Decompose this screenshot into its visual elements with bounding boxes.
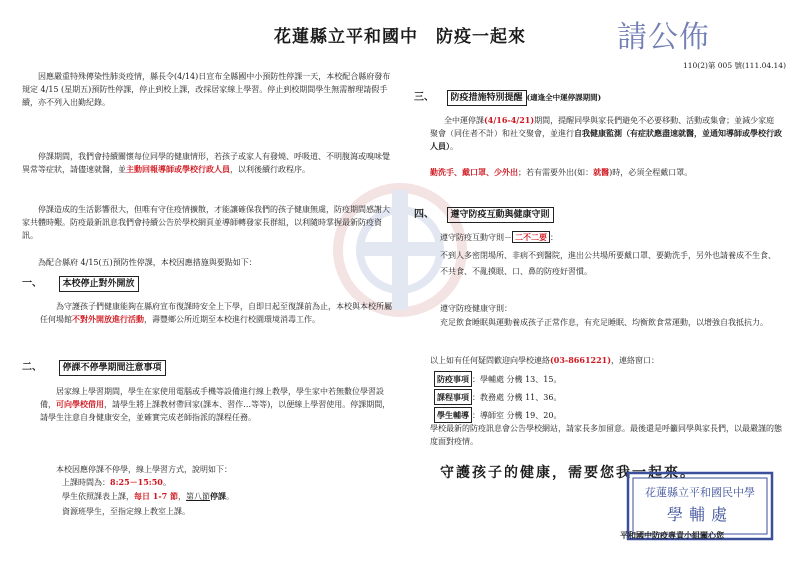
- page-title: 花蓮縣立平和國中 防疫一起來: [274, 27, 526, 47]
- class-time-label: 上課時間為：: [62, 478, 110, 487]
- rule-colon: ：: [550, 233, 558, 242]
- schedule-periods: 每日 1-7 節: [134, 491, 179, 501]
- suspended-label: 停課: [210, 491, 227, 501]
- section-1-end: ，壽豐鄉公所近期至本校進行校園環境消毒工作。: [144, 315, 320, 324]
- contact-row-label: 防疫事項: [434, 371, 472, 387]
- document-number: 110(2)第 005 號(111.04.14): [682, 61, 786, 70]
- mask-end: )時，必須全程戴口罩。: [609, 168, 693, 177]
- section-2-body: [40, 385, 392, 424]
- school-phone: (03-8661221): [550, 355, 611, 365]
- symptom-note: （有症狀應盡速就醫，並通知導師或學校行政人員）: [430, 128, 782, 151]
- class-time-end: 。: [162, 478, 171, 487]
- device-loan-notice: 可向學校借用: [56, 399, 104, 409]
- hygiene-reminder: 勤洗手、戴口罩、少外出: [430, 167, 518, 177]
- section-4-heading: 遵守防疫互動與健康守則: [447, 207, 554, 223]
- contact-row: [434, 371, 561, 387]
- section-3-heading: 防疫措施特別提醒: [447, 90, 527, 106]
- contact-window: ，連絡窗口：: [611, 356, 659, 365]
- section-3-text-2: 期間，提醒同學與家長們避免不必要移動、活動或集會；並減少家庭聚會（同住者不計）和社交聚會，並進行: [430, 116, 775, 138]
- schedule-line: [62, 490, 392, 503]
- section-3-end: 。: [450, 142, 458, 151]
- class-time-value: 8:25－15:50: [110, 477, 163, 487]
- intro-p2-end: ，以利後續行政程序。: [230, 165, 310, 174]
- section-3-heading-row: [414, 88, 601, 106]
- health-rule-label: 遵守防疫健康守則：: [440, 304, 512, 313]
- svg-text:學輔處: 學輔處: [666, 505, 734, 524]
- mask-text: ；若有需要外出(如：: [518, 168, 594, 177]
- intro-paragraph-1: 因應嚴重特殊傳染性肺炎疫情，縣長令(4/14)日宣布全縣國中小預防性停課一天，本校配合縣府發布規定 4/15 (星期五)預防性停課，停止到校上課，改採居家線上學習。停止到校期間學生無需辦理請假手續，亦不列入出勤紀錄。: [22, 72, 391, 107]
- contact-list: [434, 371, 561, 423]
- intro-paragraph-2: [22, 150, 392, 176]
- intro-paragraph-4: 為配合縣府 4/15(五)預防性停課，本校因應措施與要點如下：: [38, 258, 257, 267]
- section-3-text: 全中運停課: [444, 116, 484, 125]
- interaction-rules: 不到人多密閉場所、非病不到醫院，進出公共場所要戴口罩、要勤洗手，另外也請養成不生食、不共食、不亂摸眼、口、鼻的防疫好習慣。: [440, 251, 776, 276]
- section-3-note: (適逢全中運停課期間): [526, 93, 602, 102]
- two-dont-two-do: 二不二要: [512, 231, 550, 243]
- footer-signature: 平和國中防疫專責小組關心您: [620, 530, 724, 540]
- health-rules: 充足飲食睡眠與運動養成孩子正常作息，有充足睡眠、均衡飲食常運動，以增強自我抵抗力。: [440, 318, 768, 327]
- self-monitor: 自我健康監測: [574, 128, 622, 138]
- motto: 守護孩子的健康，需要您我一起來。: [440, 465, 696, 481]
- contact-row-value: ：導師室 分機 19、20。: [472, 411, 562, 420]
- contact-text: 以上如有任何疑問歡迎向學校連絡: [430, 356, 550, 365]
- section-4-number: 四、: [414, 209, 434, 220]
- resource-class-line: 資源班學生，至指定線上教室上課。: [62, 507, 190, 516]
- section-1-text: 為守護孩子們健康能夠在縣府宣布復課時安全上下學，自即日起至復課前為止，本校與本校所屬任何場館: [40, 302, 392, 324]
- medical-exception: 就醫: [593, 167, 610, 177]
- section-2-number: 二、: [22, 362, 42, 373]
- closing-paragraph: 學校最新的防疫訊息會公告學校網站，請家長多加留意。最後還是呼籲同學與家長們，以最嚴謹的態度面對疫情。: [430, 424, 782, 446]
- section-1-heading: 本校停止對外開放: [59, 276, 139, 292]
- section-3-body: [430, 114, 782, 153]
- publish-stamp: 請公佈: [617, 20, 710, 55]
- closure-notice: 不對外開放進行活動: [72, 314, 144, 324]
- contact-row-value: ：教務處 分機 11、36。: [472, 393, 562, 402]
- section-1-heading-row: [22, 274, 139, 292]
- interaction-rule-label: [440, 231, 782, 244]
- report-notice: 主動回報導師或學校行政人員: [126, 164, 230, 174]
- schedule-comma: ，: [178, 492, 187, 501]
- schedule-end: 。: [226, 492, 235, 501]
- contact-row-value: ：學輔處 分機 13、15。: [472, 375, 562, 384]
- contact-row-label: 學生輔導: [434, 407, 472, 423]
- eighth-period: 第八節: [186, 492, 211, 501]
- section-3-dates: (4/16-4/21): [484, 115, 535, 125]
- contact-row-label: 課程事項: [434, 389, 472, 405]
- section-2-text: 居家線上學習期間，學生在家使用電腦或手機等設備進行線上教學，學生家中若無數位學習設備，: [40, 387, 384, 409]
- rule-label: 遵守防疫互動守則－: [440, 233, 512, 242]
- intro-p2-text: 停課期間，我們會持續關懷每位同學的健康情形，若孩子或家人有發燒、呼吸道、不明腹瀉或嗅味覺異常等症狀，請儘速就醫，並: [22, 152, 390, 174]
- svg-text:花蓮縣立平和國民中學: 花蓮縣立平和國民中學: [645, 486, 755, 499]
- contact-row: [434, 389, 561, 405]
- mask-reminder: [430, 166, 782, 179]
- section-2-end: ，請學生將上課教材帶回家(課本、習作…等等)，以便線上學習使用。停課期間，請學生注意自身健康安全，並確實完成老師指派的課程任務。: [40, 400, 391, 422]
- class-time-line: [62, 476, 392, 489]
- section-4-heading-row: [414, 205, 554, 223]
- intro-paragraph-3: 停課造成的生活影響很大，但唯有守住疫情擴散，才能讓確保我們的孩子健康無虞，防疫期間感謝大家共體時艱。防疫最新訊息我們會持續公告於學校網頁並導師轉發家長群組，以利隨時掌握最新防疫資訊。: [22, 205, 390, 240]
- contact-intro: [430, 354, 782, 367]
- section-1-number: 一、: [22, 278, 42, 289]
- contact-row: [434, 407, 561, 423]
- section-2-heading-row: [22, 358, 166, 376]
- section-3-number: 三、: [414, 92, 434, 103]
- schedule-text: 學生依照課表上課，: [62, 492, 134, 501]
- online-learning-intro: 本校因應停課不停學，線上學習方式，說明如下：: [56, 465, 232, 474]
- section-1-body: [40, 300, 392, 326]
- section-2-heading: 停課不停學期間注意事項: [59, 360, 166, 376]
